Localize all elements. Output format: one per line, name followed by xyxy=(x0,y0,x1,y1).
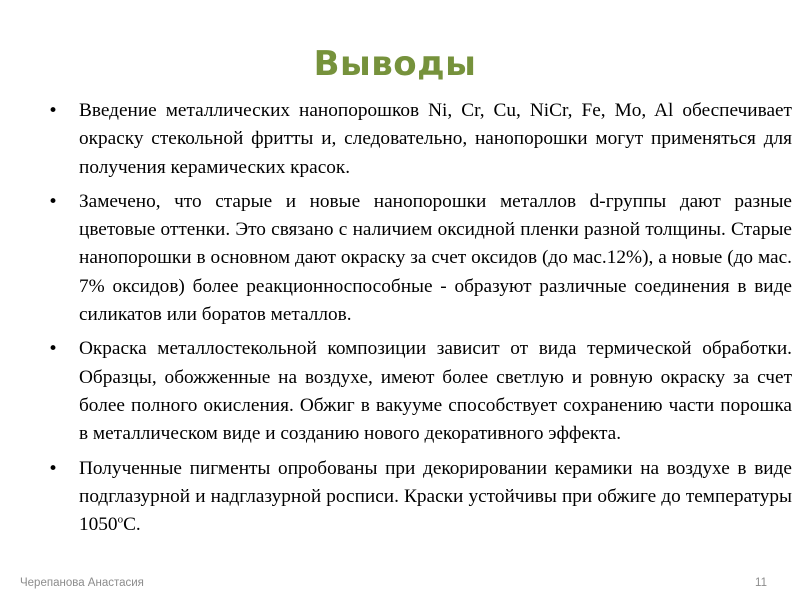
degree-superscript: о xyxy=(117,513,124,526)
bullet-dot-icon: • xyxy=(48,101,59,121)
bullet-item xyxy=(48,335,792,448)
slide-title: Выводы xyxy=(313,44,477,84)
footer-author: Черепанова Анастасия xyxy=(20,577,144,589)
bullet-text: Окраска металлостекольной композиции зависит от вида термической обработки. Образцы, обожженные на воздухе, имеют более светлую и ровную окраску за счет более полного окисления. Обжиг в вакууме способствует сохранению части порошка в металлическом виде и созданию нового декоративного эффекта. xyxy=(79,338,792,445)
bullet-text xyxy=(79,458,792,536)
page-number: 11 xyxy=(755,577,767,589)
bullet-text: Замечено, что старые и новые нанопорошки металлов d-группы дают разные цветовые оттенки. Это связано с наличием оксидной пленки разной толщины. Старые нанопорошки в основном дают окраску за счет оксидов (до мас.12%), а новые (до мас. 7% оксидов) более реакционноспособные - образуют различные соединения в виде силикатов или боратов металлов. xyxy=(79,190,792,326)
bullet-item xyxy=(48,188,792,329)
bullet-item xyxy=(48,455,792,540)
bullet-text-main: Полученные пигменты опробованы при декорировании керамики на воздухе в виде подглазурной и надглазурной росписи. Краски устойчивы при обжиге до температуры 1050 xyxy=(79,457,792,536)
bullet-dot-icon: • xyxy=(48,458,59,479)
bullet-item xyxy=(48,97,792,182)
bullet-text-end: С. xyxy=(123,514,141,536)
bullet-list xyxy=(48,97,792,545)
bullet-dot-icon: • xyxy=(48,191,59,212)
bullet-text: Введение металлических нанопорошков Ni, Cr, Cu, NiCr, Fe, Mo, Al обеспечивает окраску стекольной фритты и, следовательно, нанопорошки могут применяться для получения керамических красок. xyxy=(79,100,792,178)
bullet-dot-icon: • xyxy=(48,339,59,360)
